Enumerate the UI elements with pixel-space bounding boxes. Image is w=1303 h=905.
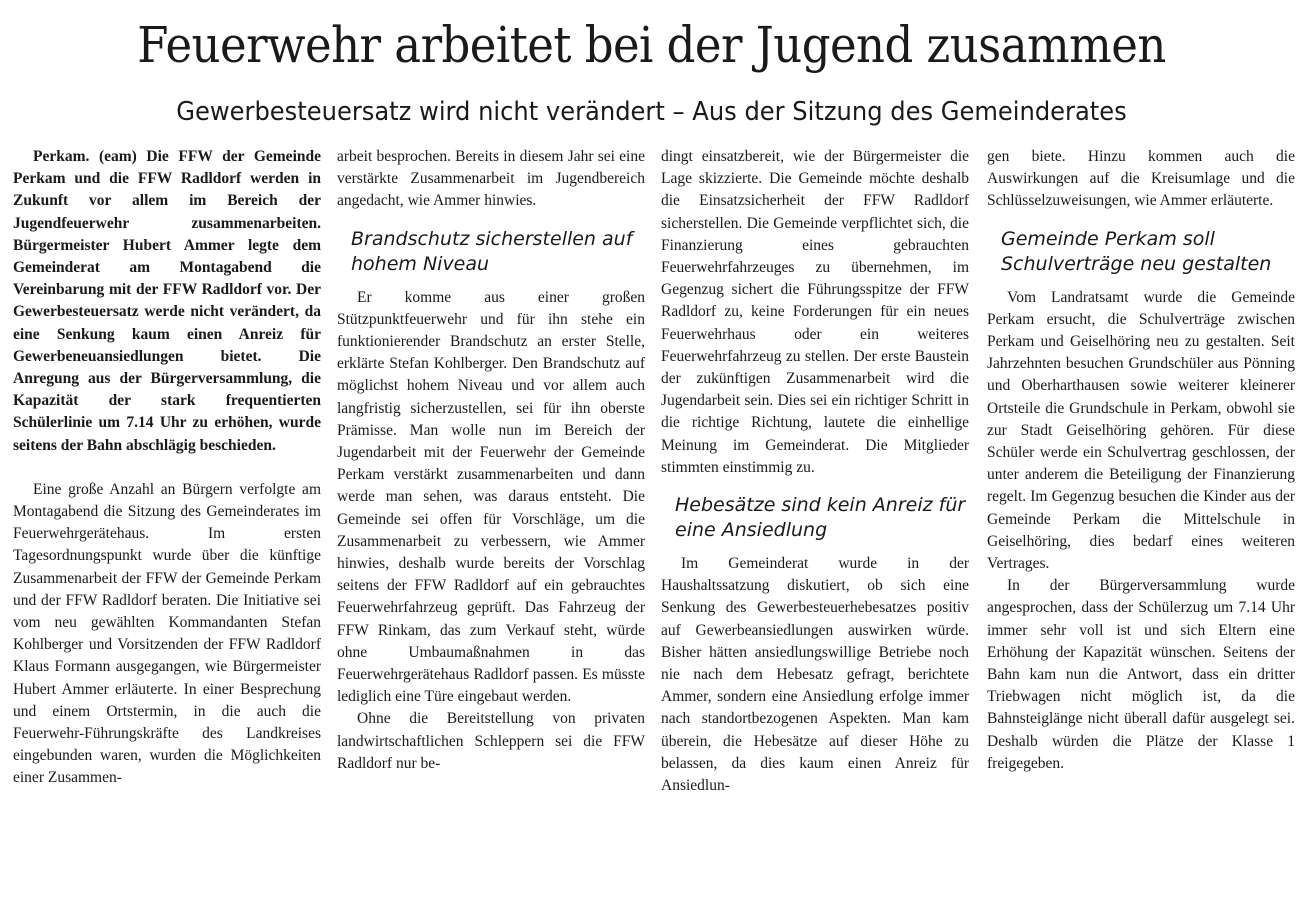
column-2 <box>337 146 645 898</box>
subheadline: Gewerbesteuersatz wird nicht verändert – Aus der Sitzung des Gemeinderates <box>176 97 1127 127</box>
column-1 <box>13 146 321 898</box>
section-heading-3: Gemeinde Perkam soll Schulverträge neu gestalten <box>1001 227 1272 275</box>
headline: Feuerwehr arbeitet bei der Jugend zusammen <box>137 16 1166 74</box>
column-4 <box>987 146 1295 898</box>
body-paragraph-1-continued: arbeit besprochen. Bereits in diesem Jahr sei eine verstärkte Zusammenarbeit im Jugendbereich angedacht, wie Ammer hinwies. <box>337 148 645 210</box>
body-paragraph-2: Er komme aus einer großen Stützpunktfeuerwehr und für ihn stehe ein funktionierender Brandschutz an erster Stelle, erklärte Stefan Kohlberger. Den Brandschutz auf möglichst hohem Niveau und vor allem auch langfristig sicherzustellen, sei für ihn oberste Prämisse. Man wolle nun im Bereich der Jugendarbeit mit der Feuerwehr der Gemeinde Perkam verstärkt zusammenarbeiten und dann werde man sehen, was daraus entsteht. Die Gemeinde sei offen für Vorschläge, um die Zusammenarbeit zu verbessern, wie Ammer hinwies, deshalb wurde bereits der Vorschlag seitens der FFW Radldorf auf ein gebrauchtes Feuerwehrfahrzeug geprüft. Das Fahrzeug der FFW Rinkam, das zum Verkauf steht, würde ohne Umbaumaßnahmen in das Feuerwehrgerätehaus Radldorf passen. Es müsste lediglich eine Türe eingebaut werden. <box>337 288 645 706</box>
body-paragraph-4-continued: gen biete. Hinzu kommen auch die Auswirkungen auf die Kreisumlage und die Schlüsselzuweisungen, wie Ammer erläuterte. <box>987 148 1295 210</box>
body-paragraph-5: Vom Landratsamt wurde die Gemeinde Perkam ersucht, die Schulverträge zwischen Perkam und Geiselhöring neu zu gestalten. Seit Jahrzehnten besuchen Grundschüler aus Pönning und Oberharthausen sowie weiterer kleinerer Ortsteile die Grundschule in Perkam, obwohl sie zur Stadt Geiselhöring gehören. Für diese Schüler werde ein Schulvertrag geschlossen, der unter anderem die Beteiligung der Finanzierung regelt. Im Gegenzug besuchen die Kinder aus der Gemeinde Perkam die Mittelschule in Geiselhöring, dies bedarf eines weiteren Vertrages. <box>987 288 1295 573</box>
body-paragraph-6: In der Bürgerversammlung wurde angesprochen, dass der Schülerzug um 7.14 Uhr immer sehr voll ist und sich Eltern eine Erhöhung der Kapazität wünschen. Seitens der Bahn kam nun die Antwort, dass ein dritter Triebwagen nicht möglich ist, da die Bahnsteiglänge nicht überall dafür ausgelegt sei. Deshalb würden die Plätze der Klasse 1 freigegeben. <box>987 577 1295 772</box>
section-heading-2: Hebesätze sind kein Anreiz für eine Ansiedlung <box>675 494 966 542</box>
lead-paragraph: Perkam. (eam) Die FFW der Gemeinde Perkam und die FFW Radldorf werden in Zukunft vor allem im Bereich der Jugendfeuerwehr zusammenarbeiten. Bürgermeister Hubert Ammer legte dem Gemeinderat am Montagabend die Vereinbarung mit der FFW Radldorf vor. Der Gewerbesteuersatz werde nicht verändert, da eine Senkung kaum einen Anreiz für Gewerbeneuansiedlungen bietet. Die Anregung aus der Bürgerversammlung, die Kapazität der stark frequentierten Schülerlinie um 7.14 Uhr zu erhöhen, wurde seitens der Bahn abschlägig beschieden. <box>13 148 321 454</box>
section-heading-1: Brandschutz sicherstellen auf hohem Niveau <box>351 227 633 275</box>
body-paragraph-1: Eine große Anzahl an Bürgern verfolgte am Montagabend die Sitzung des Gemeinderates im Feuerwehrgerätehaus. Im ersten Tagesordnungspunkt wurde über die künftige Zusammenarbeit der FFW der Gemeinde Perkam und der FFW Radldorf beraten. Die Initiative sei vom neu gewählten Kommandanten Stefan Kohlberger und Vorsitzenden der FFW Radldorf Klaus Formann ausgegangen, wie Bürgermeister Hubert Ammer erläuterte. In einer Besprechung und einem Ortstermin, in die auch die Feuerwehr-Führungskräfte des Landkreises eingebunden waren, wurden die Möglichkeiten einer Zusammen- <box>13 480 321 787</box>
article-columns <box>13 146 1295 898</box>
body-paragraph-4: Im Gemeinderat wurde in der Haushaltssatzung diskutiert, ob sich eine Senkung des Gewerbesteuerhebesatzes positiv auf Gewerbeansiedlungen auswirken würde. Bisher hätten ansiedlungswillige Betriebe noch nie nach dem Hebesatz gefragt, berichtete Ammer, sondern eine Ansiedlung erfolge immer nach standortbezogenen Aspekten. Man kam überein, die Hebesätze auf dieser Höhe zu belassen, da dies kaum einen Anreiz für Ansiedlun- <box>661 555 969 795</box>
body-paragraph-3: Ohne die Bereitstellung von privaten landwirtschaftlichen Schleppern sei die FFW Radldorf nur be- <box>337 710 645 772</box>
body-paragraph-3-continued: dingt einsatzbereit, wie der Bürgermeister die Lage skizzierte. Die Gemeinde möchte deshalb die Einsatzsicherheit der FFW Radldorf sicherstellen. Die Gemeinde verpflichtet sich, die Finanzierung eines gebrauchten Feuerwehrfahrzeuges zu übernehmen, im Gegenzug sichert die Führungsspitze der FFW Radldorf zu, keine Forderungen für ein neues Feuerwehrhaus oder ein weiteres Feuerwehrfahrzeug zu stellen. Der erste Baustein der zukünftigen Zusammenarbeit wird die Jugendarbeit sein. Dies sei ein richtiger Schritt in die richtige Richtung, lautete die einhellige Meinung im Gemeinderat. Die Mitglieder stimmten einstimmig zu. <box>661 148 969 476</box>
column-3 <box>661 146 969 898</box>
